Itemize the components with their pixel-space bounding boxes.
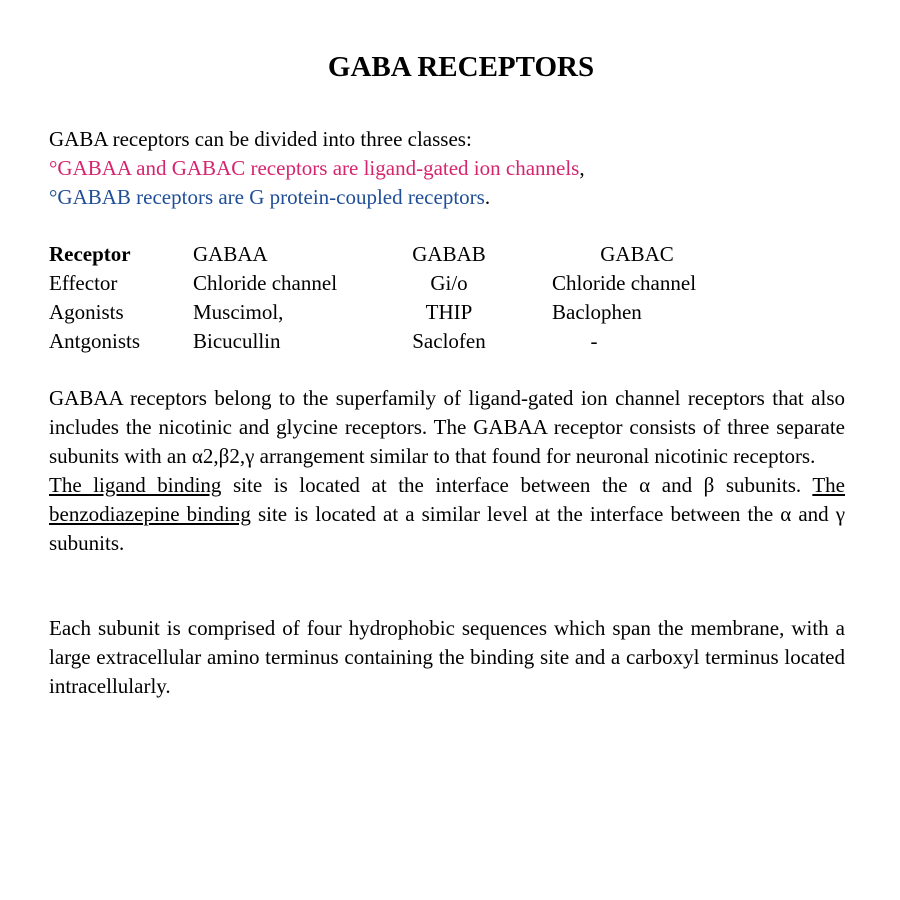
paragraph-text: GABAA receptors belong to the superfamily of ligand-gated ion channel receptors that also includes the nicotinic and glycine receptors. The GABAA receptor consists of three separate subunits with an α2,β2,γ arrangement similar to that found for neuronal nicotinic receptors. — [49, 386, 845, 468]
table-row — [49, 269, 749, 298]
gabab-statement: °GABAB receptors are G protein-coupled receptors — [49, 185, 485, 209]
table-cell: GABAA — [193, 242, 268, 266]
table-row — [49, 298, 749, 327]
table-cell: GABAB — [412, 242, 486, 266]
table-cell: Antgonists — [49, 329, 141, 353]
table-header-row — [49, 240, 749, 269]
table-cell: Muscimol, — [193, 300, 284, 324]
benzodiazepine-binding-underlined: The benzodiazepine binding — [49, 473, 845, 526]
intro-line-3 — [49, 183, 849, 212]
slide-title: GABA RECEPTORS — [327, 51, 595, 83]
table-row — [49, 327, 749, 356]
subunit-paragraph: Each subunit is comprised of four hydrophobic sequences which span the membrane, with a large extracellular amino terminus containing the binding site and a carboxyl terminus located intracellularly. — [49, 616, 845, 698]
table-cell: Saclofen — [412, 329, 486, 353]
table-cell: Receptor — [49, 242, 131, 266]
table-cell: Gi/o — [430, 271, 468, 295]
intro-line-3-punct: . — [484, 185, 491, 209]
table-cell: Effector — [49, 271, 118, 295]
paragraph-text: site is located at the interface between the α and β subunits. — [221, 473, 813, 497]
table-cell: - — [590, 329, 598, 353]
table-cell: GABAC — [600, 242, 674, 266]
intro-line-2 — [49, 154, 849, 183]
intro-line-2-punct: , — [579, 156, 585, 180]
table-cell: Agonists — [49, 300, 124, 324]
table-cell: Baclophen — [552, 300, 642, 324]
intro-text — [49, 125, 849, 212]
receptor-table — [49, 240, 749, 356]
intro-line-1: GABA receptors can be divided into three classes: — [49, 127, 472, 151]
paragraph-text: site is located at a similar level at the interface between the α and γ subunits. — [49, 502, 845, 555]
table-cell: Chloride channel — [552, 271, 697, 295]
gabaa-gabac-statement: °GABAA and GABAC receptors are ligand-gated ion channels — [49, 156, 580, 180]
table-cell: Chloride channel — [193, 271, 338, 295]
gabaa-structure-paragraph — [49, 384, 845, 558]
table-cell: THIP — [425, 300, 473, 324]
ligand-binding-underlined: The ligand binding — [49, 473, 222, 497]
table-cell: Bicucullin — [193, 329, 281, 353]
